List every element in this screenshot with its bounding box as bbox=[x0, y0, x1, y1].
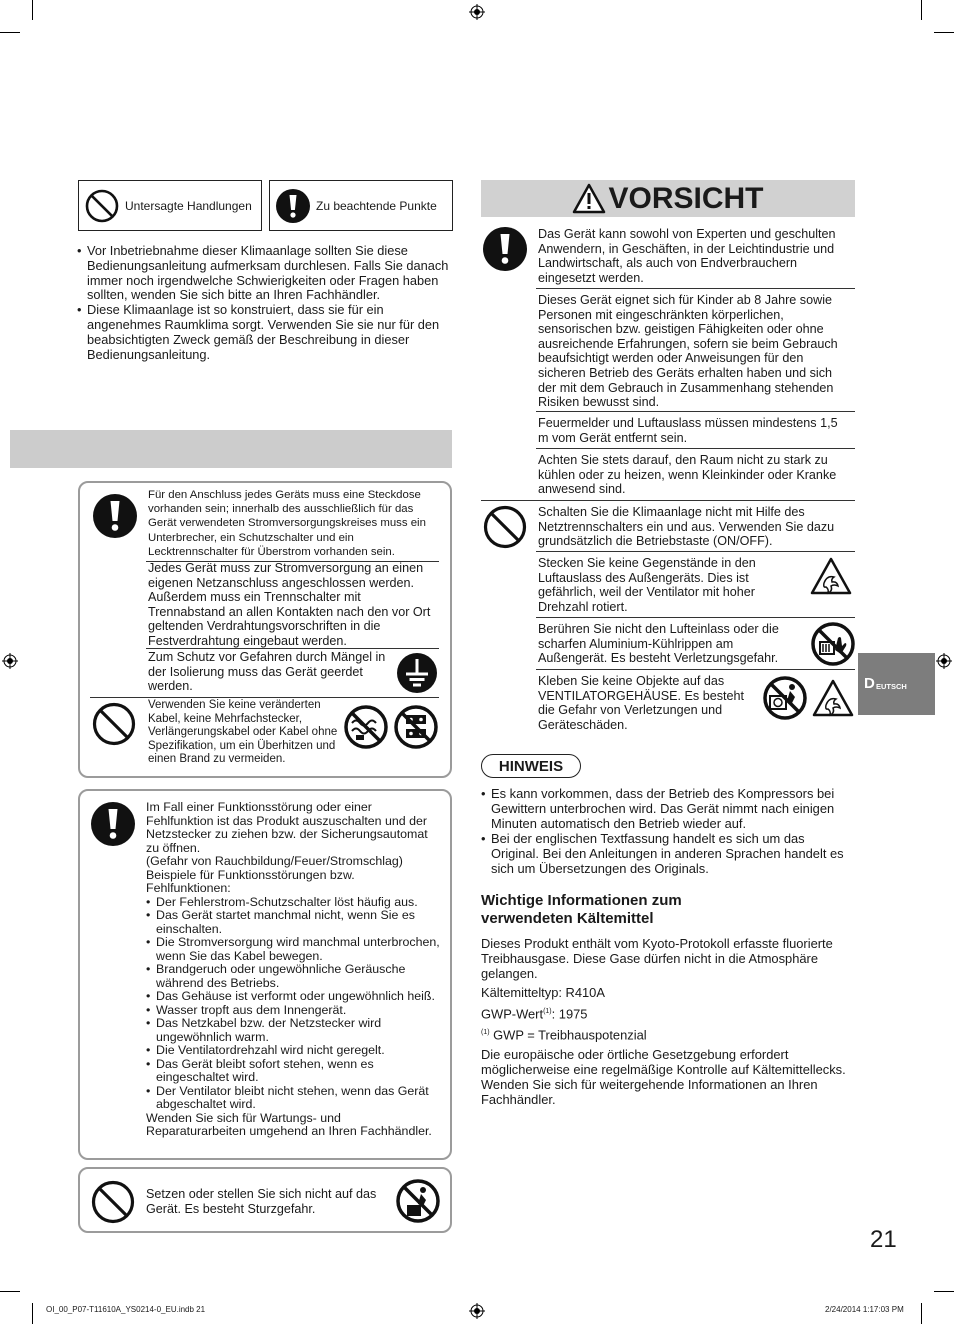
malfunction-intro: Im Fall einer Funktionsstörung oder einer Fehlfunktion ist das Produkt auszuschalten und der Netzstecker zu ziehen bzw. der Sicherungsautomat zu öffnen. bbox=[146, 800, 428, 855]
prohibition-icon bbox=[92, 702, 136, 746]
no-objects-on-fan-icon bbox=[763, 676, 807, 720]
vorsicht-must-3: Feuermelder und Luftauslass müssen mindestens 1,5 m vom Gerät entfernt sein. bbox=[538, 416, 838, 445]
fan-warning-icon bbox=[810, 556, 852, 596]
prohibition-icon bbox=[483, 505, 527, 549]
warning-item-4: Verwenden Sie keine veränderten Kabel, keine Mehrfachstecker, Verlängerungskabel oder Kabel ohne Spezifikation, um ein Überhitzen und einen Brand zu vermeiden. bbox=[148, 699, 338, 766]
hinweis-label: HINWEIS bbox=[481, 754, 581, 778]
list-item: • Vor Inbetriebnahme dieser Klimaanlage sollten Sie diese Bedienungsanleitung aufmerksam durchlesen. Falls Sie danach immer noch irgendwelche Schwierigkeiten oder Fragen haben sollten, wenden Sie sich bitte an Ihren Fachhändler. bbox=[77, 244, 455, 303]
warning-triangle-icon bbox=[572, 183, 606, 214]
modified-cable-prohibited-icon bbox=[344, 705, 388, 749]
vorsicht-prohibited-4: Kleben Sie keine Objekte auf das VENTILATORGEHÄUSE. Es besteht die Gefahr von Verletzungen und Geräteschäden. bbox=[538, 674, 745, 732]
language-tab-initial: D bbox=[864, 675, 875, 692]
list-item: • Die Ventilatordrehzahl wird nicht geregelt. bbox=[146, 1044, 442, 1058]
vorsicht-must-1: Das Gerät kann sowohl von Experten und geschulten Anwendern, in Geschäften, in der Leichtindustrie und Landwirtschaft, als auch von Endverbrauchern eingesetzt werden. bbox=[538, 227, 836, 285]
malfunction-examples bbox=[146, 896, 442, 1112]
malfunction-note: (Gefahr von Rauchbildung/Feuer/Stromschlag) bbox=[146, 854, 403, 868]
vorsicht-prohibited-1: Schalten Sie die Klimaanlage nicht mit Hilfe des Netztrennschalters ein und aus. Verwenden Sie dazu grundsätzlich die Betriebstaste (ON/OFF). bbox=[538, 505, 835, 549]
fan-warning-icon bbox=[812, 678, 854, 718]
prohibition-icon bbox=[85, 189, 119, 223]
prohibition-icon bbox=[91, 1180, 135, 1224]
sit-panel-text: Setzen oder stellen Sie sich nicht auf das Gerät. Es besteht Sturzgefahr. bbox=[146, 1187, 377, 1216]
malfunction-closing: Wenden Sie sich für Wartungs- und Reparaturarbeiten umgehend an Ihren Fachhändler. bbox=[146, 1110, 432, 1138]
list-item: • Es kann vorkommen, dass der Betrieb des Kompressors bei Gewittern unterbrochen wird. Das Gerät nimmt nach einigen Minuten automatisch den Betrieb wieder auf. bbox=[481, 786, 855, 831]
malfunction-examples-title: Beispiele für Funktionsstörungen bzw. Fehlfunktionen: bbox=[146, 867, 355, 895]
refrigerant-heading: Wichtige Informationen zum verwendeten Kältemittel bbox=[481, 892, 682, 927]
multi-plug-prohibited-icon bbox=[394, 705, 438, 749]
refrigerant-type: Kältemitteltyp: R410A bbox=[481, 985, 605, 1000]
footer-left: OI_00_P07-T11610A_YS0214-0_EU.indb 21 bbox=[46, 1305, 206, 1314]
exclamation-icon bbox=[91, 802, 135, 846]
exclamation-icon bbox=[93, 494, 137, 538]
vorsicht-title: VORSICHT bbox=[608, 181, 764, 215]
vorsicht-prohibited-3: Berühren Sie nicht den Lufteinlass oder die scharfen Aluminium-Kühlrippen am Außengerät. Es besteht Verletzungsgefahr. bbox=[538, 622, 779, 666]
warning-item-3: Zum Schutz vor Gefahren durch Mängel in der Isolierung muss das Gerät geerdet werden. bbox=[148, 650, 386, 694]
list-item: • Der Fehlerstrom-Schutzschalter löst häufig aus. bbox=[146, 896, 442, 910]
warning-item-2: Jedes Gerät muss zur Stromversorgung an einen eigenen Netzanschluss angeschlossen werden. Außerdem muss ein Trennschalter mit Trennabstand an allen Kontakten nach den vor Ort geltenden Verdrahtungsvorschriften in die Festverdrahtung eingebaut werden. bbox=[148, 561, 431, 648]
list-item: • Wasser tropft aus dem Innengerät. bbox=[146, 1004, 442, 1018]
refrigerant-footnote: $^{(1)}$ GWP = Treibhauspotenzial bbox=[481, 1027, 647, 1043]
list-item: • Bei der englischen Textfassung handelt es sich um das Original. Bei den Anleitungen in anderen Sprachen handelt es sich um Übersetzungen des Originals. bbox=[481, 831, 855, 876]
warning-item-1: Für den Anschluss jedes Geräts muss eine Steckdose vorhanden sein; innerhalb des ausschließlich für das Gerät verwendeten Stromversorgungskreises muss ein Unterbrecher, ein Schutzschalter und ein Lecktrennschalter für Überstrom vorhanden sein. bbox=[148, 489, 426, 558]
page-number: 21 bbox=[870, 1226, 897, 1253]
refrigerant-p1: Dieses Produkt enthält vom Kyoto-Protokoll erfasste fluorierte Treibhausgase. Diese Gase dürfen nicht in die Atmosphäre gelangen. bbox=[481, 936, 833, 981]
vorsicht-header bbox=[481, 180, 855, 217]
vorsicht-prohibited-2: Stecken Sie keine Gegenstände in den Luftauslass des Außengeräts. Dies ist gefährlich, weil der Ventilator mit hoher Drehzahl rotiert. bbox=[538, 556, 756, 614]
legend-attention-label: Zu beachtende Punkte bbox=[316, 198, 437, 213]
footer-right: 2/24/2014 1:17:03 PM bbox=[825, 1305, 904, 1314]
refrigerant-text bbox=[481, 936, 853, 1107]
no-touch-fins-icon bbox=[811, 622, 855, 666]
list-item: • Das Gehäuse ist verformt oder ungewöhnlich heiß. bbox=[146, 990, 442, 1004]
ground-icon bbox=[396, 652, 438, 694]
list-item: • Der Ventilator bleibt nicht stehen, wenn das Gerät abgeschaltet wird. bbox=[146, 1085, 442, 1112]
language-tab-rest: EUTSCH bbox=[876, 682, 907, 691]
exclamation-icon bbox=[276, 189, 310, 223]
refrigerant-gwp: GWP-Wert$^{(1)}$: 1975 bbox=[481, 1006, 588, 1022]
list-item: • Diese Klimaanlage ist so konstruiert, dass sie für ein angenehmes Raumklima sorgt. Verwenden Sie sie nur für den beabsichtigten Zweck gemäß der Beschreibung in dieser Bedienungsanleitung. bbox=[77, 303, 455, 362]
legend-prohibited-label: Untersagte Handlungen bbox=[125, 198, 252, 213]
hinweis-list bbox=[481, 786, 855, 876]
list-item: • Das Netzkabel bzw. der Netzstecker wird ungewöhnlich warm. bbox=[146, 1017, 442, 1044]
list-item: • Brandgeruch oder ungewöhnliche Geräusche während des Betriebs. bbox=[146, 963, 442, 990]
registration-mark-icon bbox=[469, 1303, 485, 1319]
vorsicht-must-2: Dieses Gerät eignet sich für Kinder ab 8 Jahre sowie Personen mit eingeschränkten körperlichen, sensorischen bzw. geistigen Fähigkeiten oder ohne ausreichende Erfahrungen, sofern sie beim Gebrauch beaufsichtigt werden oder Anweisungen für den sicheren Betrieb des Geräts erhalten haben und sich der mit dem Gebrauch in Zusammenhang stehenden Risiken bewusst sind. bbox=[538, 293, 838, 410]
list-item: • Das Gerät bleibt sofort stehen, wenn es eingeschaltet wird. bbox=[146, 1058, 442, 1085]
legend-attention bbox=[269, 180, 453, 231]
legend-prohibited bbox=[78, 180, 262, 231]
intro-list bbox=[77, 244, 455, 362]
registration-mark-icon bbox=[2, 653, 18, 669]
section-bar bbox=[10, 430, 452, 468]
exclamation-icon bbox=[483, 227, 527, 271]
registration-mark-icon bbox=[936, 653, 952, 669]
vorsicht-must-4: Achten Sie stets darauf, den Raum nicht zu stark zu kühlen oder zu heizen, wenn Kleinkinder oder Kranke anwesend sind. bbox=[538, 453, 837, 497]
malfunction-text bbox=[146, 801, 442, 1139]
language-tab bbox=[858, 653, 935, 715]
no-climbing-icon bbox=[396, 1179, 440, 1223]
refrigerant-p2: Die europäische oder örtliche Gesetzgebung erfordert möglicherweise eine regelmäßige Kontrolle auf Kältemittellecks. Wenden Sie sich für weitergehende Informationen an Ihren Fachhändler. bbox=[481, 1046, 846, 1107]
registration-mark-icon bbox=[469, 4, 485, 20]
list-item: • Das Gerät startet manchmal nicht, wenn Sie es einschalten. bbox=[146, 909, 442, 936]
list-item: • Die Stromversorgung wird manchmal unterbrochen, wenn Sie das Kabel bewegen. bbox=[146, 936, 442, 963]
